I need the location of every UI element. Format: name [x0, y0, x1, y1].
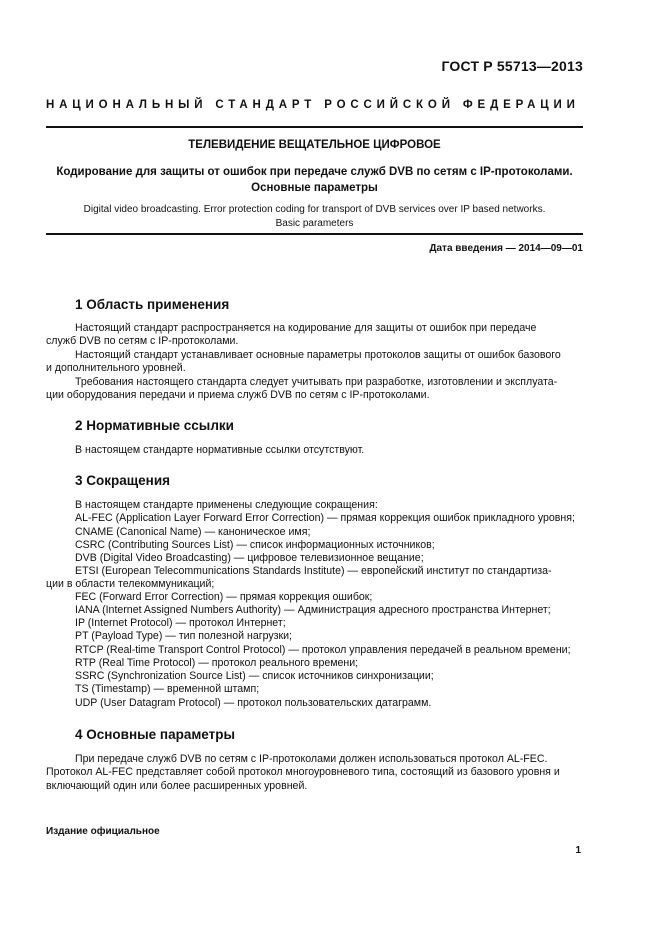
title-english-line-1: Digital video broadcasting. Error protection coding for transport of DVB services over IP based networks.	[83, 204, 546, 215]
official-edition-label: Издание официальное	[46, 826, 160, 837]
title-russian-line-2: Основные параметры	[251, 182, 378, 194]
abbreviation-item: AL-FEC (Application Layer Forward Error Correction) — прямая коррекция ошибок прикладного уровня;	[75, 512, 575, 524]
bottom-rule	[46, 233, 583, 235]
abbreviation-item: TS (Timestamp) — временной штамп;	[75, 683, 260, 695]
section-4-text: При передаче служб DVB по сетям с IP-протоколами должен использоваться протокол AL-FEC.	[75, 753, 548, 765]
section-4-text: Протокол AL-FEC представляет собой протокол многоуровневого типа, состоящий из базового уровня и	[46, 766, 560, 778]
abbreviation-item: CNAME (Canonical Name) — каноническое имя;	[75, 526, 311, 538]
section-1-heading: 1 Область применения	[75, 297, 230, 312]
section-1-text: Требования настоящего стандарта следует учитывать при разработке, изготовлении и эксплуата-	[75, 376, 558, 388]
title-english-line-2: Basic parameters	[275, 218, 354, 229]
abbreviation-item: FEC (Forward Error Correction) — прямая коррекция ошибок;	[75, 591, 373, 603]
abbreviation-item: IP (Internet Protocol) — протокол Интернет;	[75, 617, 286, 629]
title-russian	[46, 164, 583, 196]
title-english	[46, 203, 583, 231]
title-main: ТЕЛЕВИДЕНИЕ ВЕЩАТЕЛЬНОЕ ЦИФРОВОЕ	[188, 139, 441, 151]
abbreviation-item: ETSI (European Telecommunications Standards Institute) — европейский институт по стандартиза-	[75, 565, 552, 577]
section-1-text: Настоящий стандарт устанавливает основные параметры протоколов защиты от ошибок базового	[75, 349, 561, 361]
abbreviation-item: RTP (Real Time Protocol) — протокол реального времени;	[75, 657, 359, 669]
gost-number: ГОСТ Р 55713—2013	[441, 58, 583, 74]
abbreviation-item: IANA (Internet Assigned Numbers Authority) — Администрация адресного пространства Интернет;	[75, 604, 551, 616]
section-1-text: служб DVB по сетям с IP-протоколами.	[46, 335, 239, 347]
top-rule	[46, 126, 583, 128]
abbreviation-item: PT (Payload Type) — тип полезной нагрузки;	[75, 630, 293, 642]
abbreviation-item: ции в области телекоммуникаций;	[46, 578, 215, 590]
section-2-heading: 2 Нормативные ссылки	[75, 418, 234, 433]
section-3-heading: 3 Сокращения	[75, 473, 170, 488]
abbreviations-intro: В настоящем стандарте применены следующие сокращения:	[75, 499, 378, 511]
abbreviation-item: DVB (Digital Video Broadcasting) — цифровое телевизионное вещание;	[75, 552, 424, 564]
section-1-text: и дополнительного уровней.	[46, 362, 186, 374]
section-1-text: Настоящий стандарт распространяется на кодирование для защиты от ошибок при передаче	[75, 322, 537, 334]
page-number: 1	[575, 845, 581, 856]
abbreviation-item: UDP (User Datagram Protocol) — протокол пользовательских датаграмм.	[75, 697, 432, 709]
national-standard-banner: НАЦИОНАЛЬНЫЙ СТАНДАРТ РОССИЙСКОЙ ФЕДЕРАЦИИ	[46, 99, 580, 111]
abbreviation-item: CSRC (Contributing Sources List) — список информационных источников;	[75, 539, 435, 551]
section-4-text: включающий один или более расширенных уровней.	[46, 780, 308, 792]
introduction-date: Дата введения — 2014—09—01	[429, 243, 583, 254]
section-1-text: ции оборудования передачи и приема служб DVB по сетям с IP-протоколами.	[46, 389, 430, 401]
abbreviation-item: RTCP (Real-time Transport Control Protocol) — протокол управления передачей в реальном времени;	[75, 644, 571, 656]
section-2-text: В настоящем стандарте нормативные ссылки отсутствуют.	[75, 444, 365, 456]
section-4-heading: 4 Основные параметры	[75, 727, 236, 742]
title-russian-line-1: Кодирование для защиты от ошибок при передаче служб DVB по сетям с IP-протоколами.	[56, 166, 573, 178]
abbreviation-item: SSRC (Synchronization Source List) — список источников синхронизации;	[75, 670, 434, 682]
